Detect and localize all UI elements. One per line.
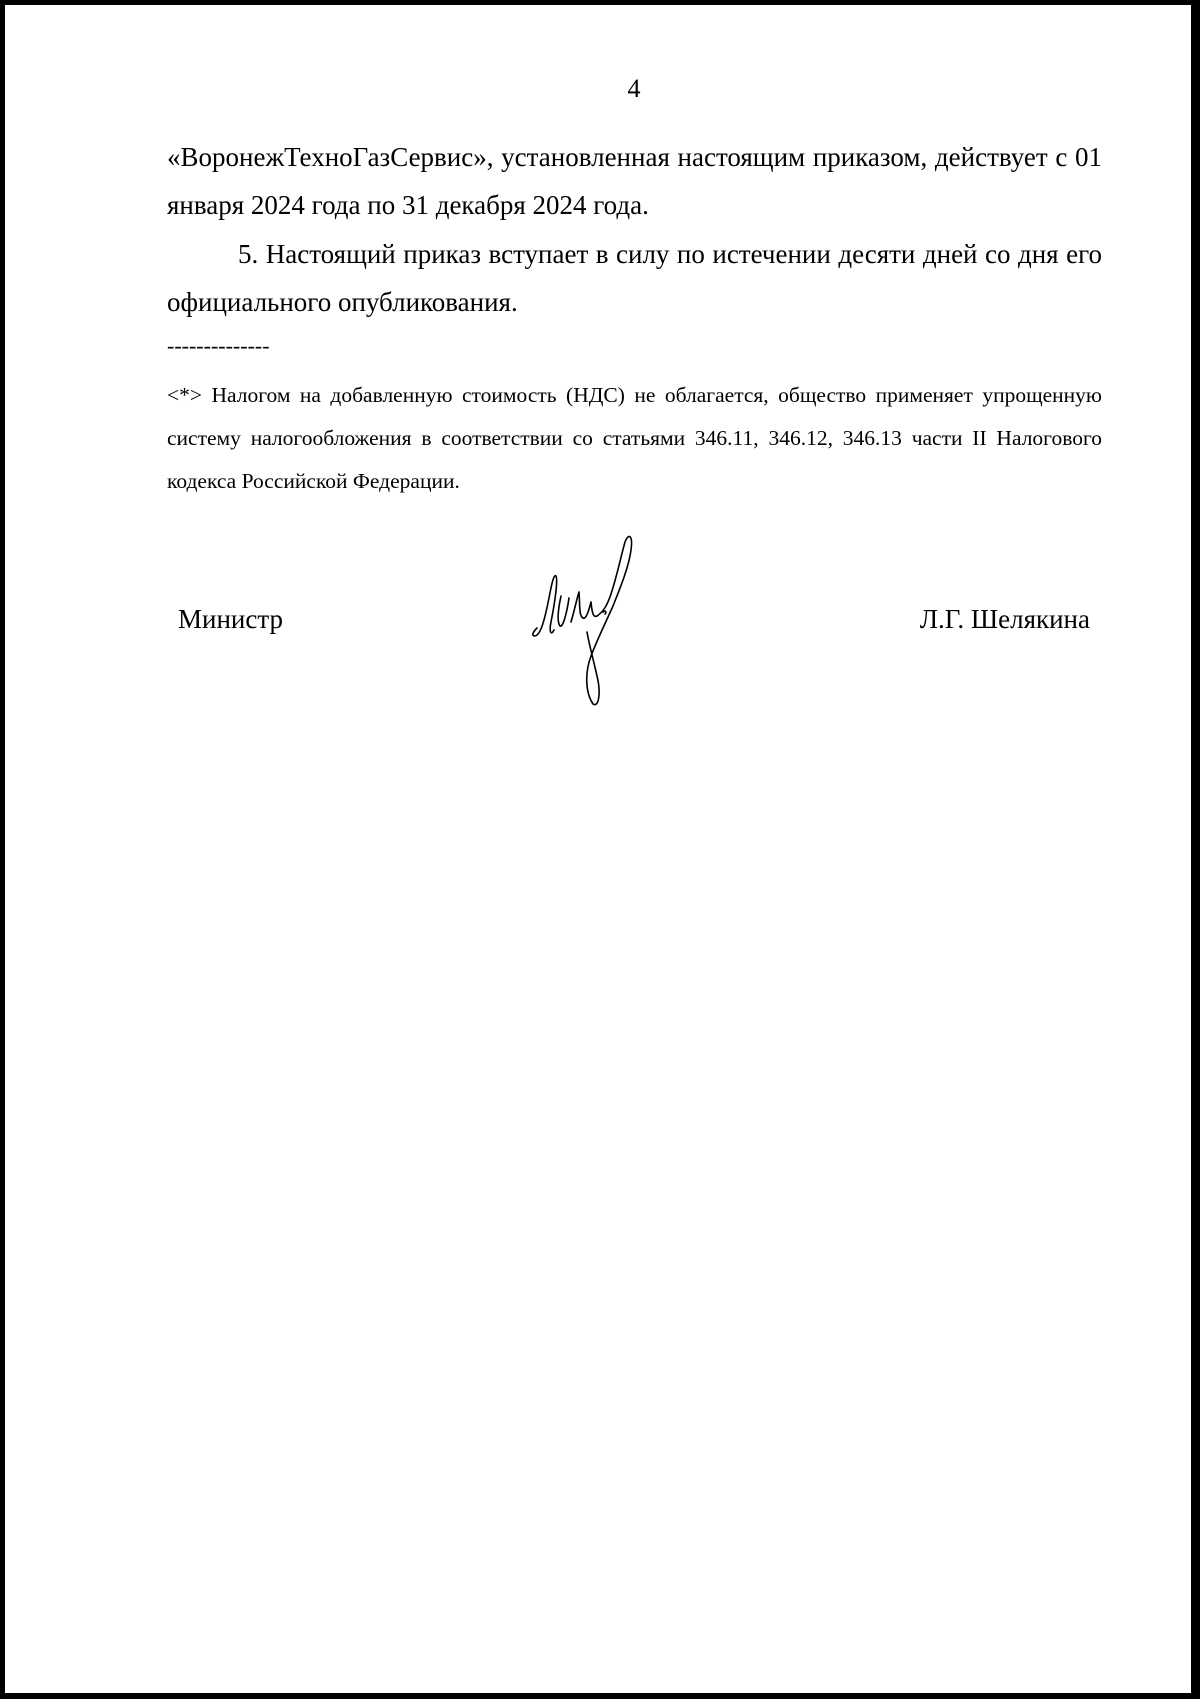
- signatory-name: Л.Г. Шелякина: [919, 604, 1090, 634]
- body-paragraph-1: «ВоронежТехноГазСервис», установленная настоящим приказом, действует с 01 января 2024 года по 31 декабря 2024 года.: [167, 142, 1102, 220]
- footnote-text: <*> Налогом на добавленную стоимость (НДС) не облагается, общество применяет упрощенную систему налогообложения в соответствии со статьями 346.11, 346.12, 346.13 части II Налогового кодекса Российской Федерации.: [167, 383, 1102, 493]
- handwritten-signature: [525, 532, 665, 707]
- body-paragraph-2: 5. Настоящий приказ вступает в силу по истечении десяти дней со дня его официального опубликования.: [167, 239, 1102, 317]
- footnote-separator: --------------: [167, 333, 270, 358]
- signatory-title: Министр: [178, 604, 283, 634]
- page-number: 4: [627, 74, 641, 103]
